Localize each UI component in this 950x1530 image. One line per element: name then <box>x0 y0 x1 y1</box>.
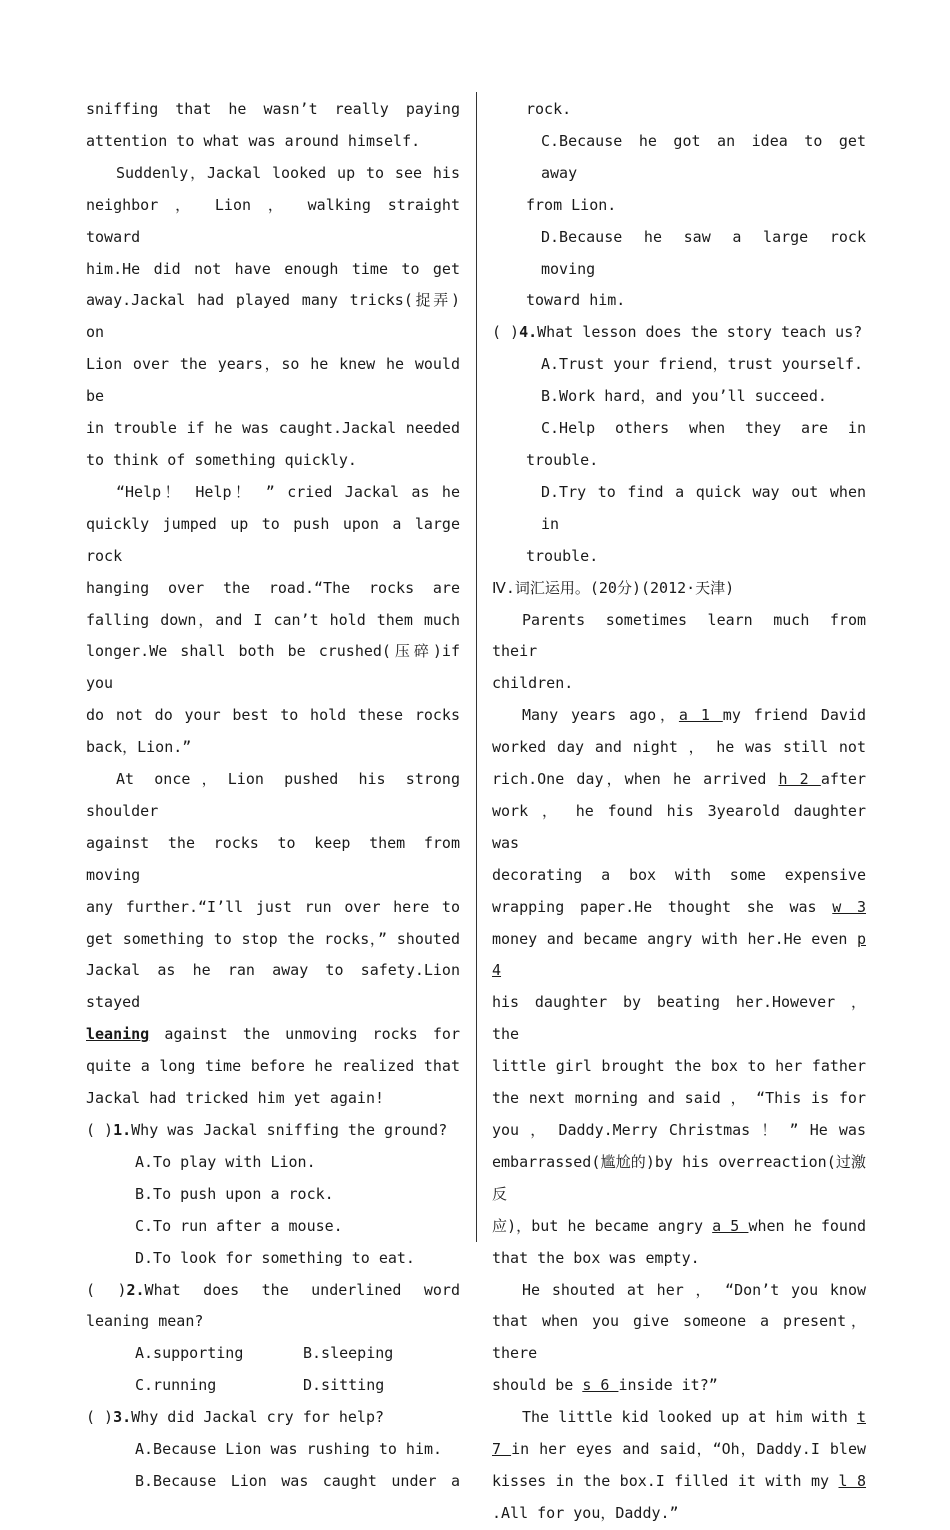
left-column <box>86 94 460 1498</box>
text-span: kisses in the box.I filled it with my <box>492 1471 839 1490</box>
option-b: B.Because Lion was caught under a <box>135 1471 460 1490</box>
option-d: D.Try to find a quick way out when in <box>541 482 866 533</box>
answer-paren[interactable]: ( ) <box>86 1280 127 1299</box>
right-column <box>492 94 866 1530</box>
text-line: quite a long time before he realized that <box>86 1057 460 1076</box>
option-d-cont: trouble. <box>526 546 599 565</box>
text-line: hanging over the road.“The rocks are <box>86 578 460 597</box>
option-d: D.Because he saw a large rock moving <box>541 227 866 278</box>
question-text: Why was Jackal sniffing the ground? <box>131 1121 448 1139</box>
option-a: A.To play with Lion. <box>135 1152 316 1171</box>
text-line: in trouble if he was caught.Jackal needed <box>86 419 460 438</box>
text-line: quickly jumped up to push upon a large rock <box>86 514 460 565</box>
text-line: work ， he found his 3yearold daughter was <box>492 801 866 852</box>
question-text: What lesson does the story teach us? <box>537 323 863 342</box>
underlined-word: leaning <box>86 1025 150 1044</box>
text-line <box>492 1370 866 1402</box>
text-line <box>492 1466 866 1498</box>
blank-4[interactable]: p 4 <box>492 929 866 980</box>
text-span: wrapping paper.He thought she was <box>492 897 833 916</box>
question-1 <box>86 1115 460 1147</box>
text-line: do not do your best to hold these rocks <box>86 706 460 725</box>
blank-5[interactable]: a 5 <box>712 1216 749 1235</box>
text-line: falling down，and I can’t hold them much <box>86 610 460 629</box>
text-span: after <box>820 770 866 789</box>
question-number: 1. <box>113 1121 132 1139</box>
column-divider <box>476 92 477 1242</box>
text-line: him.He did not have enough time to get <box>86 259 460 278</box>
text-line: you ， Daddy.Merry Christmas ！ ” He was <box>492 1121 866 1139</box>
text-span: against the unmoving rocks for <box>149 1025 460 1044</box>
option-d: D.sitting <box>303 1376 385 1395</box>
text-line <box>492 700 866 732</box>
answer-paren[interactable]: ( ) <box>86 1121 114 1139</box>
question-number: 4. <box>519 323 538 342</box>
text-line: At once，Lion pushed his strong shoulder <box>86 770 460 820</box>
option-c: C.Because he got an idea to get away <box>541 131 866 182</box>
text-span: money and became angry with her.He even <box>492 929 857 948</box>
text-span: rich.One day，when he arrived <box>492 770 779 789</box>
text-line: any further.“I’ll just run over here to <box>86 897 460 916</box>
answer-paren[interactable]: ( ) <box>86 1408 114 1427</box>
text-line: longer.We shall both be crushed(压碎)if you <box>86 642 460 693</box>
text-line: the next morning and said ， “This is for <box>492 1089 866 1108</box>
blank-6[interactable]: s 6 <box>582 1376 619 1395</box>
text-line: children. <box>492 674 574 693</box>
text-span: should be <box>492 1376 583 1395</box>
blank-7-cont[interactable]: 7 <box>492 1440 512 1459</box>
text-line: that the box was empty. <box>492 1248 700 1267</box>
text-line: embarrassed(尴尬的)by his overreaction(过激反 <box>492 1152 866 1203</box>
option-d: D.To look for something to eat. <box>135 1248 415 1267</box>
option-c: C.running <box>135 1376 217 1395</box>
text-line: He shouted at her ， “Don’t you know <box>522 1280 866 1299</box>
option-a: A.Trust your friend，trust yourself. <box>541 355 864 374</box>
option-b-cont: rock. <box>526 100 572 118</box>
text-line <box>86 1019 460 1051</box>
option-a: A.supporting <box>135 1344 244 1363</box>
text-line <box>492 764 866 796</box>
text-line: get something to stop the rocks，” shouted <box>86 929 460 948</box>
blank-2[interactable]: h 2 <box>778 770 821 789</box>
text-line: away.Jackal had played many tricks(捉弄) on <box>86 291 460 342</box>
text-line: neighbor ， Lion ， walking straight toward <box>86 195 460 246</box>
option-row <box>86 1338 460 1370</box>
option-a: A.Because Lion was rushing to him. <box>135 1440 443 1459</box>
text-line: decorating a box with some expensive <box>492 865 866 884</box>
answer-paren[interactable]: ( ) <box>492 323 520 342</box>
text-line <box>492 1434 866 1466</box>
text-line: that when you give someone a present，there <box>492 1312 866 1363</box>
option-d-cont: toward him. <box>526 291 626 310</box>
blank-1[interactable]: a 1 <box>678 706 723 725</box>
text-line: Lion over the years，so he knew he would be <box>86 355 460 406</box>
text-line: Suddenly，Jackal looked up to see his <box>116 163 460 182</box>
question-2 <box>86 1275 460 1307</box>
option-c-cont: from Lion. <box>526 195 617 214</box>
text-line: .All for you，Daddy.” <box>492 1503 679 1522</box>
text-span: 应)，but he became angry <box>492 1216 713 1235</box>
option-c-cont: trouble. <box>526 450 599 469</box>
text-span: Many years ago， <box>522 706 679 725</box>
text-line: little girl brought the box to her father <box>492 1057 866 1076</box>
text-span: The little kid looked up at him with <box>522 1408 857 1427</box>
blank-3[interactable]: w 3 <box>832 897 867 916</box>
text-line <box>492 1211 866 1243</box>
question-text: Why did Jackal cry for help? <box>131 1408 385 1427</box>
question-number: 3. <box>113 1408 132 1427</box>
text-line <box>492 1402 866 1434</box>
question-4 <box>492 317 866 349</box>
text-line: against the rocks to keep them from moving <box>86 833 460 884</box>
text-line <box>492 924 866 988</box>
blank-7[interactable]: t <box>856 1408 866 1427</box>
text-span: my friend David <box>722 706 867 725</box>
section-heading: Ⅳ.词汇运用。(20分)(2012·天津) <box>492 578 735 597</box>
option-b: B.sleeping <box>303 1344 394 1363</box>
text-span: when he found <box>748 1216 867 1235</box>
text-line: Parents sometimes learn much from their <box>492 610 866 661</box>
option-c: C.Help others when they are in <box>541 419 866 438</box>
text-line: attention to what was around himself. <box>86 131 421 150</box>
question-3 <box>86 1402 460 1434</box>
text-line: sniffing that he wasn’t really paying <box>86 100 460 118</box>
text-line: Jackal as he ran away to safety.Lion stayed <box>86 961 460 1012</box>
text-line: Jackal had tricked him yet again! <box>86 1089 385 1108</box>
text-span: in her eyes and said，“Oh，Daddy.I blew <box>511 1440 867 1459</box>
option-b: B.To push upon a rock. <box>135 1184 334 1203</box>
blank-8[interactable]: l 8 <box>838 1471 867 1490</box>
text-line: to think of something quickly. <box>86 450 357 469</box>
text-line <box>492 892 866 924</box>
question-text: What does the underlined word <box>144 1280 460 1299</box>
text-span: inside it?” <box>618 1376 718 1395</box>
text-line: “Help！ Help！ ” cried Jackal as he <box>116 482 460 501</box>
question-number: 2. <box>126 1280 145 1299</box>
option-row <box>86 1370 460 1402</box>
text-line: worked day and night ， he was still not <box>492 738 866 757</box>
question-text-cont: leaning mean? <box>86 1312 204 1331</box>
text-line: back，Lion.” <box>86 738 192 757</box>
option-c: C.To run after a mouse. <box>135 1216 343 1235</box>
text-line: his daughter by beating her.However ， the <box>492 993 866 1044</box>
option-b: B.Work hard，and you’ll succeed. <box>541 387 827 406</box>
